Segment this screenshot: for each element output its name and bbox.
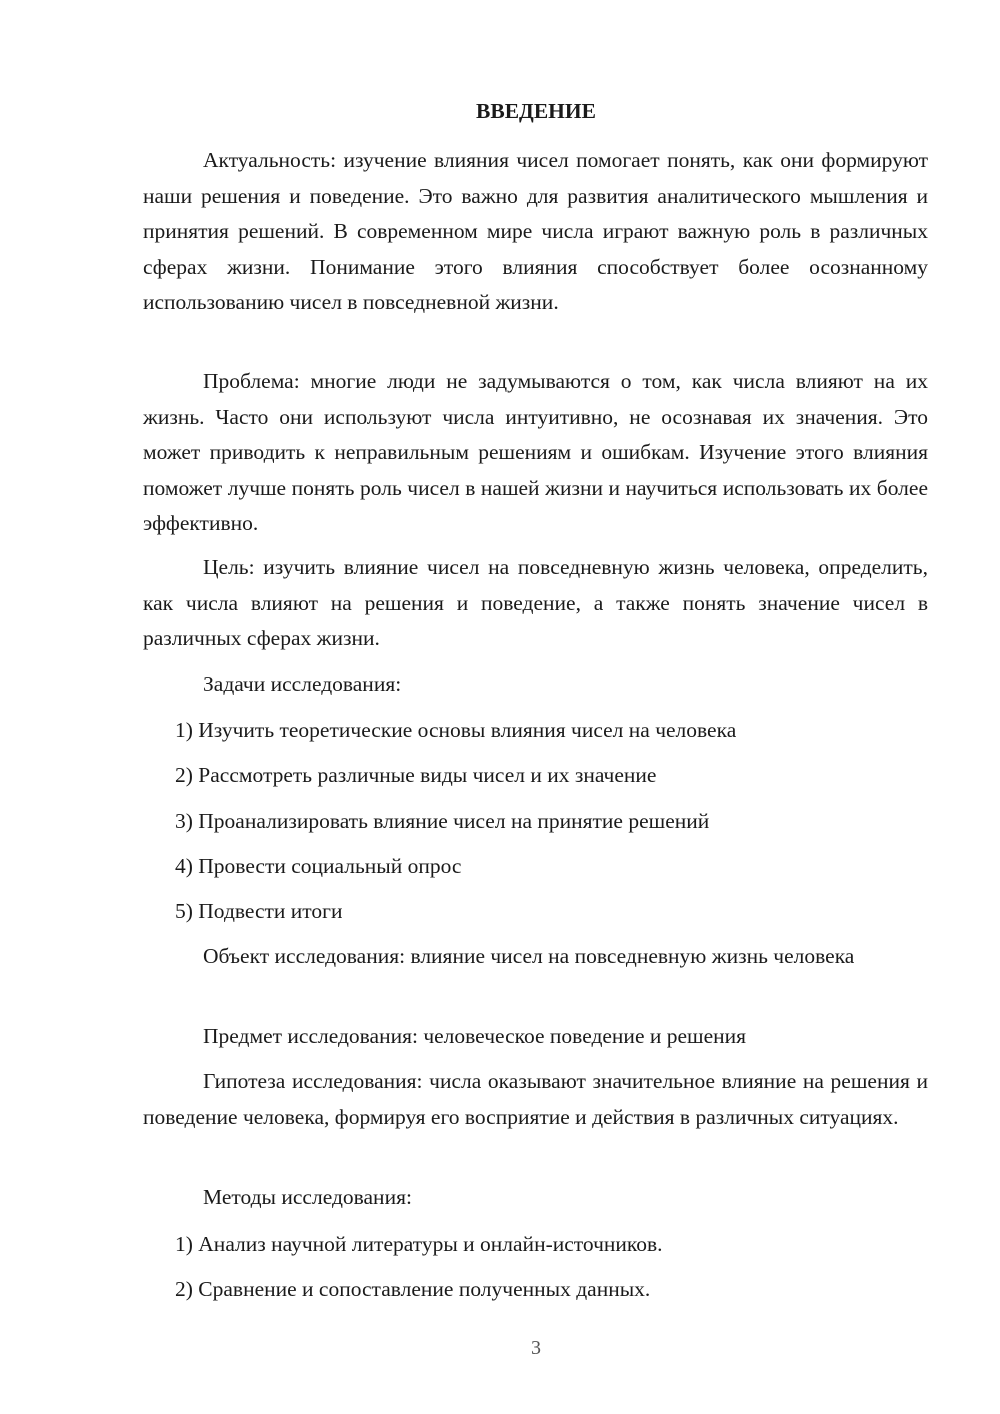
goal-paragraph: Цель: изучить влияние чисел на повседневную жизнь человека, определить, как числа влияют на решения и поведение, а также понять значение чисел в различных сферах жизни. [143,555,928,650]
methods-heading: Методы исследования: [203,1185,412,1209]
page-number: 3 [531,1337,541,1359]
hypothesis-paragraph: Гипотеза исследования: числа оказывают значительное влияние на решения и поведение человека, формируя его восприятие и действия в различных ситуациях. [143,1069,928,1129]
object-paragraph: Объект исследования: влияние чисел на повседневную жизнь человека [203,944,855,968]
page-title: ВВЕДЕНИЕ [476,99,596,123]
tasks-heading: Задачи исследования: [203,672,402,696]
task-item-2: 2) Рассмотреть различные виды чисел и их значение [175,763,657,787]
subject-paragraph: Предмет исследования: человеческое поведение и решения [203,1024,747,1048]
problem-paragraph: Проблема: многие люди не задумываются о том, как числа влияют на их жизнь. Часто они используют числа интуитивно, не осознавая их значения. Это может приводить к неправильным решениям и ошибкам. Изучение этого влияния поможет лучше понять роль чисел в нашей жизни и научиться использовать их более эффективно. [143,369,928,535]
method-item-2: 2) Сравнение и сопоставление полученных данных. [175,1277,651,1301]
task-item-5: 5) Подвести итоги [175,899,343,923]
task-item-4: 4) Провести социальный опрос [175,854,462,878]
task-item-3: 3) Проанализировать влияние чисел на принятие решений [175,809,710,833]
method-item-1: 1) Анализ научной литературы и онлайн-источников. [175,1232,663,1256]
task-item-1: 1) Изучить теоретические основы влияния чисел на человека [175,718,737,742]
relevance-paragraph: Актуальность: изучение влияния чисел помогает понять, как они формируют наши решения и поведение. Это важно для развития аналитического мышления и принятия решений. В современном мире числа играют важную роль в различных сферах жизни. Понимание этого влияния способствует более осознанному использованию чисел в повседневной жизни. [143,148,928,314]
